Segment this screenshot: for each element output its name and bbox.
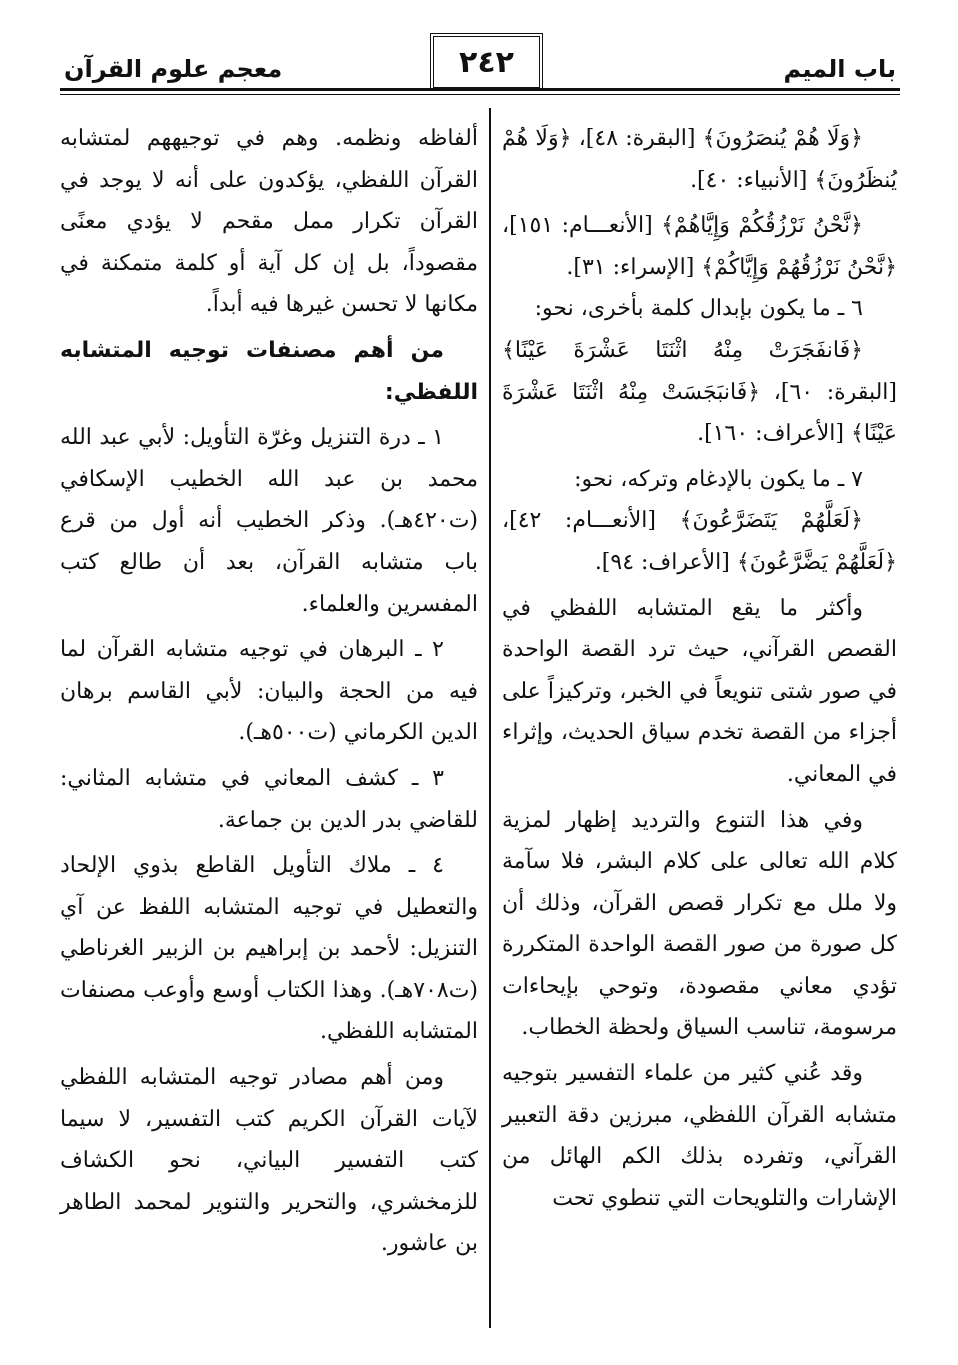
verse-paragraph: ﴿لَعَلَّهُمْ يَتَضَرَّعُونَ﴾ [الأنعـــام: ٤٢]، ﴿لَعَلَّهُمْ يَضَّرَّعُونَ﴾ [الأعراف: ٩٤]. <box>502 508 897 575</box>
verse-paragraph: ﴿وَلَا هُمْ يُنصَرُونَ﴾ [البقرة: ٤٨]، ﴿وَلَا هُمْ يُنظَرُونَ﴾ [الأنبياء: ٤٠]. <box>502 126 897 193</box>
list-item: ٧ ـ ما يكون بالإدغام وتركه، نحو: <box>574 466 863 492</box>
body-paragraph: ومن أهم مصادر توجيه المتشابه اللفظي لآيات القرآن الكريم كتب التفسير، لا سيما كتب التفسير البياني، نحو الكشاف للزمخشري، والتحرير والتنوير لمحمد الطاهر بن عاشور. <box>60 1065 478 1257</box>
chapter-title: باب الميم <box>783 55 896 83</box>
page-header <box>0 0 958 100</box>
body-paragraph: وأكثر ما يقع المتشابه اللفظي في القصص القرآني، حيث ترد القصة الواحدة في صور شتى تنويعاً في الخبر، وتركيزاً على أجزاء من القصة تخدم سياق الحديث، وإثراء في المعاني. <box>502 595 897 787</box>
body-paragraph: وفي هذا التنوع والترديد إظهار لمزية كلام الله تعالى على كلام البشر، فلا سآمة ولا ملل مع تكرار قصص القرآن، وذلك أن كل صورة من صور القصة الواحدة المتكررة تؤدي معاني مقصودة، وتوحي بإيحاءات مرسومة، تناسب السياق ولحظة الخطاب. <box>502 807 897 1041</box>
list-item: ٦ ـ ما يكون بإبدال كلمة بأخرى، نحو: <box>534 296 863 322</box>
list-item: ١ ـ درة التنزيل وغرّة التأويل: لأبي عبد الله محمد بن عبد الله الخطيب الإسكافي (ت٤٢٠هـ). وذكر الخطيب أنه أول من قرع باب متشابه القرآن، بعد أن طالع كتب المفسرين والعلماء. <box>60 425 478 617</box>
book-title: معجم علوم القرآن <box>64 55 283 83</box>
list-item: ٢ ـ البرهان في توجيه متشابه القرآن لما فيه من الحجة والبيان: لأبي القاسم برهان الدين الكرماني (ت٥٠٠هـ). <box>60 637 478 746</box>
body-paragraph: وقد عُني كثير من علماء التفسير بتوجيه متشابه القرآن اللفظي، مبرزين دقة التعبير القرآني، وتفرده بذلك الكم الهائل من الإشارات والتلويحات التي تنطوي تحت <box>502 1061 897 1211</box>
header-rule <box>60 88 900 91</box>
verse-paragraph: ﴿فَانفَجَرَتْ مِنْهُ اثْنَتَا عَشْرَةَ عَيْنًا﴾ [البقرة: ٦٠]، ﴿فَانبَجَسَتْ مِنْهُ اثْنَتَا عَشْرَةَ عَيْنًا﴾ [الأعراف: ١٦٠]. <box>502 337 897 447</box>
list-item: ٣ ـ كشف المعاني في متشابه المثاني: للقاضي بدر الدين بن جماعة. <box>60 765 478 833</box>
right-column <box>502 118 897 1219</box>
verse-paragraph: ﴿نَّحْنُ نَرْزُقُكُمْ وَإِيَّاهُمْ﴾ [الأنعـــام: ١٥١]، ﴿نَّحْنُ نَرْزُقُهُمْ وَإِيَّاكُمْ﴾ [الإسراء: ٣١]. <box>502 213 897 280</box>
section-heading: من أهم مصنفات توجيه المتشابه اللفظي: <box>60 337 478 405</box>
header-rule-thin <box>60 94 900 95</box>
left-column <box>60 118 478 1265</box>
column-divider <box>489 108 491 1328</box>
body-paragraph: ألفاظه ونظمه. وهم في توجيههم لمتشابه القرآن اللفظي، يؤكدون على أنه لا يوجد في القرآن تكرار ممل مقحم لا يؤدي معنًى مقصوداً، بل إن كل آية أو كلمة متمكنة في مكانها لا تحسن غيرها فيه أبداً. <box>60 126 478 318</box>
page-number: ٢٤٢ <box>430 33 543 91</box>
list-item: ٤ ـ ملاك التأويل القاطع بذوي الإلحاد والتعطيل في توجيه المتشابه اللفظ عن آي التنزيل: لأحمد بن إبراهيم بن الزبير الغرناطي (ت٧٠٨هـ). وهذا الكتاب أوسع وأوعب مصنفات المتشابه اللفظي. <box>60 853 478 1045</box>
